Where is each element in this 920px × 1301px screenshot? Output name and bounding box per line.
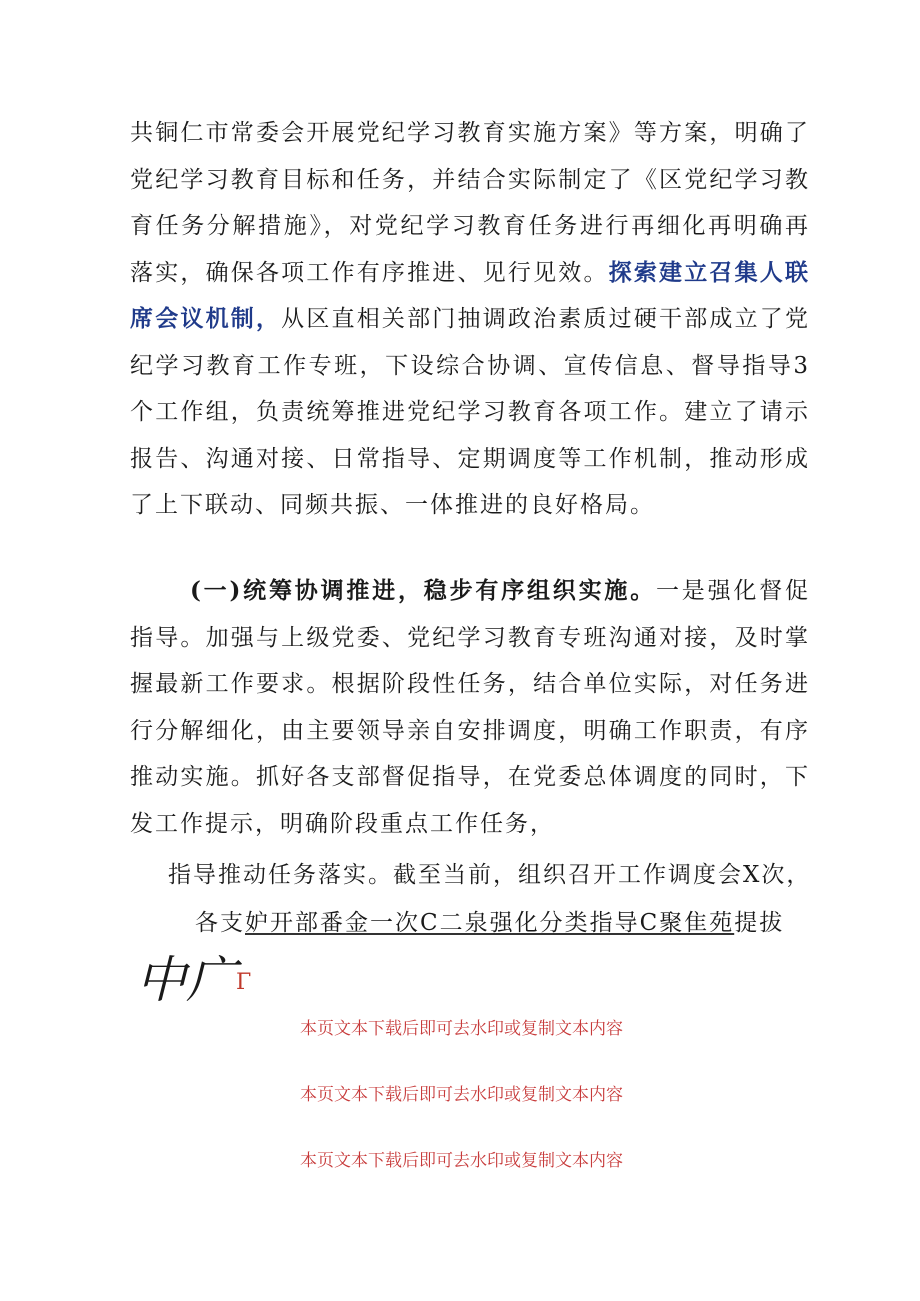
body-line-3: 指导推动任务落实。截至当前，组织召开工作调度会X次，	[168, 862, 812, 888]
red-mark: Γ	[236, 970, 252, 995]
body-line-4	[195, 904, 784, 937]
paragraph-1-text-b: 从区直相关部门抽调政治素质过硬干部成立了党纪学习教育工作专班，下设综合协调、宣传信息、督导指导3个工作组，负责统筹推进党纪学习教育各项工作。建立了请示报告、沟通对接、日常指导、定期调度等工作机制，推动形成了上下联动、同频共振、一体推进的良好格局。	[130, 306, 811, 518]
body-paragraph-2	[130, 568, 810, 847]
watermark-notice-1: 本页文本下载后即可去水印或复制文本内容	[300, 1019, 623, 1039]
line-4-prefix: 各支	[195, 910, 245, 936]
paragraph-2-text: 一是强化督促指导。加强与上级党委、党纪学习教育专班沟通对接，及时掌握最新工作要求。根据阶段性任务，结合单位实际，对任务进行分解细化，由主要领导亲自安排调度，明确工作职责，有序推动实施。抓好各支部督促指导，在党委总体调度的同时，下发工作提示，明确阶段重点工作任务，	[130, 578, 811, 837]
handwritten-glyphs: 中广	[136, 951, 236, 1009]
line-4-suffix: 提拔	[734, 910, 785, 936]
line-4-underlined: 妒开部番金一次C二泉强化分类指导C聚隹苑	[245, 910, 735, 936]
paragraph-1-text-a: 共铜仁市常委会开展党纪学习教育实施方案》等方案，明确了党纪学习教育目标和任务，并结合实际制定了《区党纪学习教育任务分解措施》，对党纪学习教育任务进行再细化再明确再落实，确保各项工作有序推进、见行见效。	[130, 120, 810, 286]
watermark-notice-3: 本页文本下载后即可去水印或复制文本内容	[300, 1151, 623, 1171]
paragraph-1-highlight: 探索建立召集人联席会议机制，	[130, 258, 811, 332]
body-paragraph-1	[130, 110, 810, 529]
section-heading: (一)统筹协调推进，稳步有序组织实施。	[190, 577, 656, 604]
watermark-notice-2: 本页文本下载后即可去水印或复制文本内容	[300, 1085, 623, 1105]
